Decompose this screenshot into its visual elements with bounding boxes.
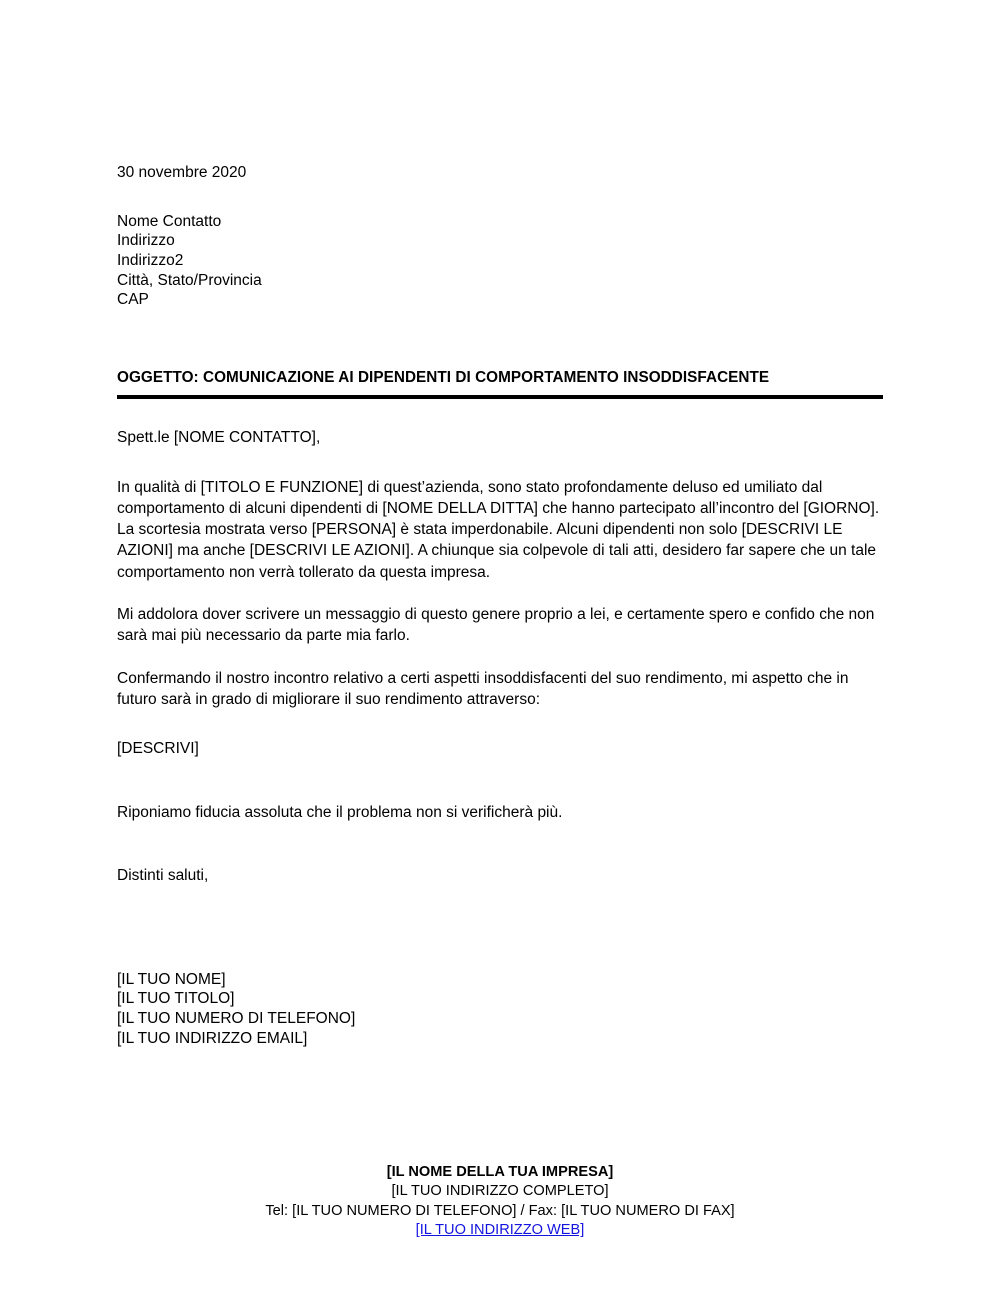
letter-date: 30 novembre 2020	[117, 164, 247, 181]
footer-website-link-wrapper	[0, 1221, 1000, 1240]
footer-company-name: [IL NOME DELLA TUA IMPRESA]	[386, 1164, 614, 1180]
signature-email: [IL TUO INDIRIZZO EMAIL]	[117, 1029, 308, 1047]
salutation: Spett.le [NOME CONTATTO],	[117, 429, 321, 447]
recipient-line-city-state: Città, Stato/Provincia	[117, 271, 262, 289]
signature-name: [IL TUO NOME]	[117, 970, 226, 988]
signature-block	[117, 970, 883, 1049]
spacer-after-subject	[117, 399, 883, 428]
valediction: Distinti saluti,	[117, 867, 209, 885]
spacer-before-subject	[117, 310, 883, 368]
subject-line: OGGETTO: COMUNICAZIONE AI DIPENDENTI DI COMPORTAMENTO INSODDISFACENTE	[117, 369, 770, 387]
action-placeholder: [DESCRIVI]	[117, 740, 199, 758]
signature-phone: [IL TUO NUMERO DI TELEFONO]	[117, 1010, 356, 1028]
signature-gap	[117, 886, 883, 970]
body-paragraph-3: Confermando il nostro incontro relativo a certi aspetti insoddisfacenti del suo rendimento, mi aspetto che in futuro sarà in grado di migliorare il suo rendimento attraverso:	[117, 669, 849, 708]
letter-body	[117, 163, 883, 1049]
body-paragraph-1: In qualità di [TITOLO E FUNZIONE] di quest’azienda, sono stato profondamente deluso ed umiliato dal comportamento di alcuni dipendenti di [NOME DELLA DITTA] che hanno partecipato all’incontro del [GIORNO]. La scortesia mostrata verso [PERSONA] è stata imperdonabile. Alcuni dipendenti non solo [DESCRIVI LE AZIONI] ma anche [DESCRIVI LE AZIONI]. A chiunque sia colpevole di tali atti, desidero far sapere che un tale comportamento non verrà tollerato da questa impresa.	[117, 478, 880, 581]
recipient-line-postal-code: CAP	[117, 291, 149, 309]
recipient-line-address2: Indirizzo2	[117, 251, 184, 269]
body-paragraph-2: Mi addolora dover scrivere un messaggio di questo genere proprio a lei, e certamente spero e confido che non sarà mai più necessario da parte mia farlo.	[117, 606, 875, 645]
recipient-address-block	[117, 212, 883, 311]
signature-title: [IL TUO TITOLO]	[117, 990, 235, 1008]
recipient-line-address1: Indirizzo	[117, 232, 175, 250]
spacer-before-valediction	[117, 822, 883, 866]
recipient-line-name: Nome Contatto	[117, 212, 222, 230]
spacer-after-date	[117, 183, 883, 212]
spacer-after-action	[117, 759, 883, 803]
closing-statement: Riponiamo fiducia assoluta che il problema non si verificherà più.	[117, 803, 563, 821]
footer-website-link[interactable]: [IL TUO INDIRIZZO WEB]	[415, 1222, 585, 1239]
spacer-before-action	[117, 710, 883, 739]
page-footer	[0, 1163, 1000, 1241]
footer-address: [IL TUO INDIRIZZO COMPLETO]	[391, 1183, 609, 1200]
spacer-after-salutation	[117, 448, 883, 477]
footer-contact: Tel: [IL TUO NUMERO DI TELEFONO] / Fax: [IL TUO NUMERO DI FAX]	[265, 1202, 735, 1219]
